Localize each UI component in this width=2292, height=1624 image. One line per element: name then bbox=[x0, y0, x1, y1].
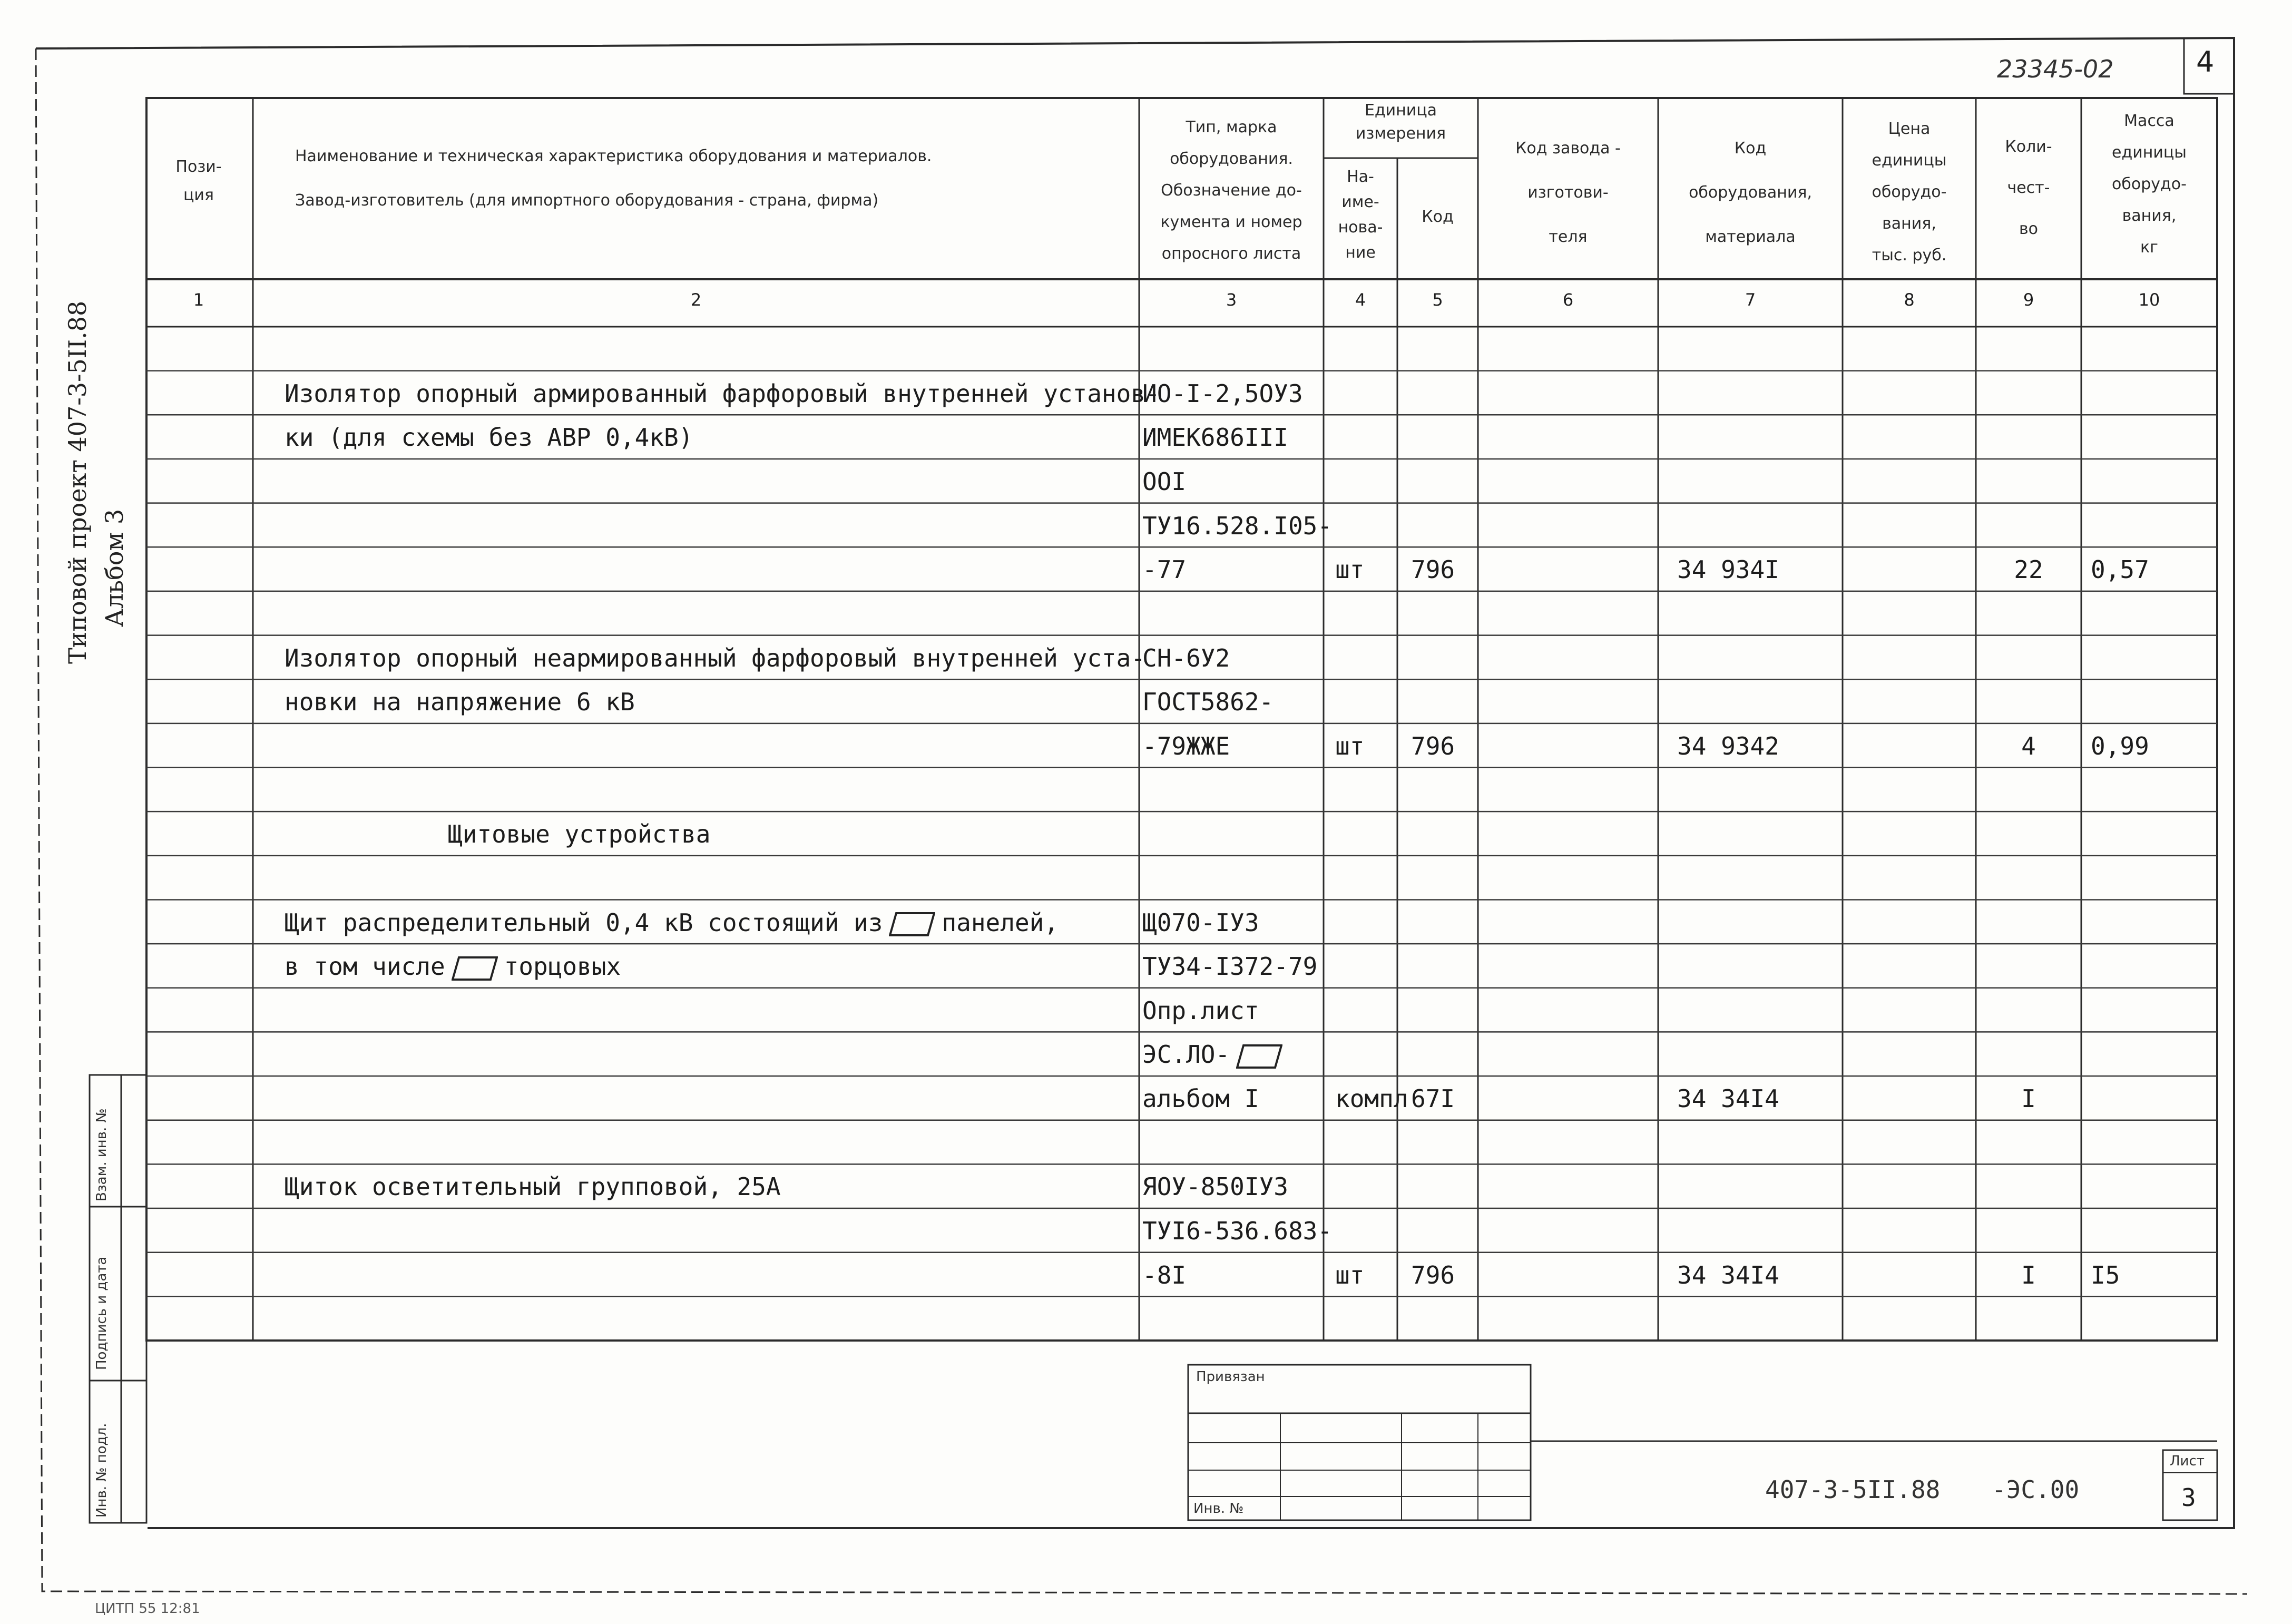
header-type-l4: кумента и номер bbox=[1160, 213, 1302, 231]
cell-type: -79ЖЖЕ bbox=[1142, 731, 1230, 760]
cell-name: Щитовые устройства bbox=[448, 820, 711, 849]
blank-count-box bbox=[1236, 1043, 1282, 1070]
colnum-6: 6 bbox=[1562, 290, 1574, 310]
corner-sheet-number: 4 bbox=[2196, 45, 2215, 79]
cell-type: СН-6У2 bbox=[1142, 643, 1230, 672]
cell-type: ТУI6-536.683- bbox=[1142, 1217, 1333, 1246]
stamp-original-inventory: Инв. № подл. bbox=[94, 1423, 110, 1518]
header-type-l1: Тип, марка bbox=[1186, 118, 1277, 136]
header-name-line2: Завод-изготовитель (для импортного оборудования - страна, фирма) bbox=[295, 191, 879, 210]
title-block-document-code: 407-3-5II.88 bbox=[1765, 1475, 1941, 1504]
colnum-3: 3 bbox=[1226, 290, 1237, 310]
cell-type: ЭС.ЛО- bbox=[1142, 1037, 1289, 1072]
cell-type: Щ070-IУ3 bbox=[1142, 908, 1259, 937]
cell-type: -77 bbox=[1142, 555, 1187, 584]
stamp-signature-date: Подпись и дата bbox=[94, 1256, 110, 1370]
colnum-10: 10 bbox=[2138, 290, 2160, 310]
header-equipment-code bbox=[1658, 126, 1843, 259]
header-qty-l1: Коли- bbox=[2005, 138, 2052, 156]
blank-count-box bbox=[889, 911, 935, 937]
cell-unit: шт bbox=[1335, 1260, 1365, 1289]
cell-mass: 0,57 bbox=[2091, 555, 2149, 584]
header-maker-l3: теля bbox=[1549, 228, 1588, 246]
cell-unit: компл bbox=[1335, 1084, 1408, 1113]
header-mass-l5: кг bbox=[2140, 238, 2158, 257]
header-unit-group bbox=[1324, 99, 1478, 145]
cell-name-part: панелей, bbox=[942, 908, 1059, 937]
header-price bbox=[1843, 113, 1976, 271]
header-type-l2: оборудования. bbox=[1170, 150, 1293, 168]
cell-equip: 34 34I4 bbox=[1677, 1260, 1779, 1289]
title-block-sheet-number: 3 bbox=[2181, 1483, 2196, 1512]
colnum-4: 4 bbox=[1355, 290, 1366, 310]
cell-name: новки на напряжение 6 кВ bbox=[285, 688, 635, 717]
stamp-replacement-inventory: Взам. инв. № bbox=[94, 1108, 110, 1201]
cell-name: ки (для схемы без АВР 0,4кВ) bbox=[285, 423, 693, 452]
cell-qty: I bbox=[2021, 1260, 2036, 1289]
colnum-8: 8 bbox=[1904, 290, 1915, 310]
cell-name-part: в том числе bbox=[285, 952, 445, 981]
header-equip-l3: материала bbox=[1705, 228, 1796, 246]
header-maker-l1: Код завода - bbox=[1515, 139, 1621, 158]
blank-count-box bbox=[452, 955, 498, 982]
cell-name-part: торцовых bbox=[504, 952, 621, 981]
cell-type: альбом I bbox=[1142, 1084, 1259, 1113]
colnum-7: 7 bbox=[1745, 290, 1756, 310]
cell-type: ЯОУ-850IУ3 bbox=[1142, 1172, 1288, 1201]
colnum-5: 5 bbox=[1432, 290, 1443, 310]
cell-name-part: Щит распределительный 0,4 кВ состоящий из bbox=[285, 908, 883, 937]
header-mass-l2: единицы bbox=[2112, 143, 2187, 162]
cell-name: Щиток осветительный групповой, 25А bbox=[285, 1172, 781, 1201]
header-unit-name bbox=[1324, 164, 1397, 266]
cell-equip: 34 934I bbox=[1677, 555, 1779, 584]
title-block-document-suffix: -ЭС.00 bbox=[1992, 1475, 2080, 1504]
header-unit-name-l2: име- bbox=[1341, 193, 1379, 211]
header-unit-l2: измерения bbox=[1355, 124, 1446, 143]
header-price-l2: единицы bbox=[1872, 151, 1947, 170]
header-equip-l1: Код bbox=[1734, 139, 1767, 158]
cell-mass: 0,99 bbox=[2091, 731, 2149, 760]
header-position-text: Пози-ция bbox=[175, 158, 222, 204]
cell-type: ИО-I-2,5ОУ3 bbox=[1142, 379, 1303, 408]
header-position bbox=[149, 153, 249, 210]
header-price-l4: вания, bbox=[1882, 214, 1936, 233]
document-reference: 23345-02 bbox=[1997, 55, 2114, 83]
header-price-l3: оборудо- bbox=[1872, 183, 1947, 201]
title-block-attached-label: Привязан bbox=[1196, 1369, 1265, 1385]
header-name-line1: Наименование и техническая характеристика оборудования и материалов. bbox=[295, 147, 932, 165]
header-unit-code: Код bbox=[1422, 208, 1454, 226]
cell-type: Опр.лист bbox=[1142, 996, 1259, 1025]
header-price-l1: Цена bbox=[1888, 120, 1931, 138]
header-type bbox=[1139, 112, 1324, 270]
header-type-l5: опросного листа bbox=[1161, 244, 1301, 263]
cell-type: ТУ16.528.I05- bbox=[1142, 511, 1333, 540]
cell-type: -8I bbox=[1142, 1260, 1187, 1289]
header-mass-l4: вания, bbox=[2122, 207, 2177, 225]
cell-name bbox=[285, 905, 1059, 941]
header-price-l5: тыс. руб. bbox=[1872, 246, 1947, 265]
cell-name: Изолятор опорный неармированный фарфоровый внутренней уста- bbox=[285, 643, 1145, 672]
cell-unit: шт bbox=[1335, 731, 1365, 760]
side-album-title: Альбом 3 bbox=[100, 508, 129, 627]
cell-qty: I bbox=[2021, 1084, 2036, 1113]
header-name bbox=[253, 134, 1186, 223]
header-mass bbox=[2081, 105, 2217, 263]
cell-code: 67I bbox=[1411, 1084, 1455, 1113]
colnum-1: 1 bbox=[193, 290, 204, 310]
title-block-sheet-label: Лист bbox=[2170, 1453, 2205, 1469]
header-quantity bbox=[1976, 126, 2081, 250]
header-unit-name-l4: ние bbox=[1345, 243, 1376, 262]
cell-type: ИМЕК686III bbox=[1142, 423, 1288, 452]
cell-type: ТУ34-I372-79 bbox=[1142, 952, 1318, 981]
header-maker-l2: изготови- bbox=[1527, 183, 1609, 202]
cell-code: 796 bbox=[1411, 731, 1455, 760]
header-qty-l2: чест- bbox=[2007, 179, 2050, 197]
cell-name bbox=[285, 949, 621, 984]
cell-unit: шт bbox=[1335, 555, 1365, 584]
cell-name: Изолятор опорный армированный фарфоровый внутренней установ- bbox=[285, 379, 1160, 408]
cell-equip: 34 9342 bbox=[1677, 731, 1779, 760]
cell-qty: 4 bbox=[2021, 731, 2036, 760]
side-project-title: Типовой проект 407-3-5II.88 bbox=[63, 300, 92, 664]
cell-code: 796 bbox=[1411, 1260, 1455, 1289]
cell-qty: 22 bbox=[2014, 555, 2043, 584]
footer-print-stamp: ЦИТП 55 12:81 bbox=[95, 1601, 200, 1617]
header-unit-l1: Единица bbox=[1364, 101, 1437, 120]
header-mass-l1: Масса bbox=[2124, 112, 2175, 130]
colnum-2: 2 bbox=[690, 290, 702, 310]
cell-type: ГОСТ5862- bbox=[1142, 688, 1274, 717]
header-unit-name-l1: На- bbox=[1347, 168, 1374, 186]
cell-equip: 34 34I4 bbox=[1677, 1084, 1779, 1113]
header-maker-code bbox=[1478, 126, 1658, 259]
colnum-9: 9 bbox=[2023, 290, 2034, 310]
cell-code: 796 bbox=[1411, 555, 1455, 584]
header-type-l3: Обозначение до- bbox=[1161, 181, 1302, 200]
header-equip-l2: оборудования, bbox=[1689, 183, 1812, 202]
header-qty-l3: во bbox=[2019, 220, 2039, 238]
header-mass-l3: оборудо- bbox=[2112, 175, 2187, 193]
cell-mass: I5 bbox=[2091, 1260, 2120, 1289]
header-unit-name-l3: нова- bbox=[1338, 218, 1383, 237]
title-block-inventory-label: Инв. № bbox=[1193, 1501, 1244, 1517]
cell-type: ООI bbox=[1142, 467, 1187, 496]
